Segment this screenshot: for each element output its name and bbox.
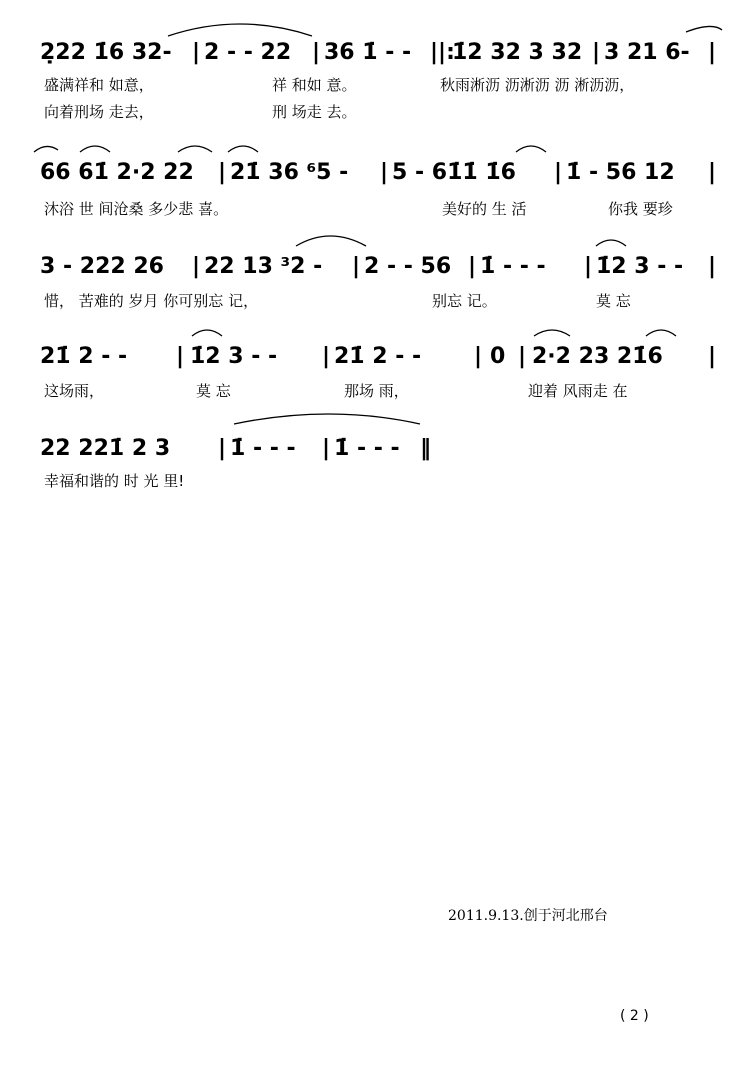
measure-notes: 1̇ - 56 12 <box>566 160 675 185</box>
barline: | <box>176 344 185 369</box>
lyric-line <box>0 101 750 123</box>
barline: | <box>708 160 717 185</box>
lyric-text: 这场雨， <box>44 382 105 400</box>
page-number: ( 2 ) <box>620 1008 649 1024</box>
measure-notes: 2 - - 56 <box>364 254 452 279</box>
measure-notes: 1̇2 3 - - <box>596 254 684 279</box>
lyric-text: 美好的 生 活 <box>442 200 527 218</box>
measure-notes: 3 - 222 26 <box>40 254 164 279</box>
barline: | <box>380 160 389 185</box>
measure-notes: 1̇2 32 3 32 <box>452 40 583 65</box>
barline: | <box>708 344 717 369</box>
measure-notes: 21̇ 2 - - <box>334 344 422 369</box>
lyric-line <box>0 290 750 312</box>
notation-line <box>0 158 750 188</box>
barline: | <box>592 40 601 65</box>
composition-date: 2011.9.13.创于河北邢台 <box>448 908 608 924</box>
lyric-text: 莫 忘 <box>596 292 631 310</box>
measure-notes: 21̇ 2 - - <box>40 344 128 369</box>
lyric-text: 祥 和如 意。 <box>272 76 357 94</box>
measure-notes: 22 13 ³2 - <box>204 254 323 279</box>
lyric-text: 沐浴 世 间沧桑 多少悲 喜。 <box>44 200 229 218</box>
final-barline: ‖ <box>420 436 431 461</box>
measure-notes: 36 1̇ - - <box>324 40 412 65</box>
measure-notes: 5 - 61̇1̇ 1̇6 <box>392 160 516 185</box>
measure-notes: 2·2 23 21̇6 <box>532 344 663 369</box>
measure-notes: 0 <box>490 344 506 369</box>
barline: | <box>468 254 477 279</box>
notation-line <box>0 342 750 372</box>
measure-notes: 22 221̇ 2 3 <box>40 436 171 461</box>
barline: | <box>352 254 361 279</box>
lyric-line <box>0 470 750 492</box>
barline: | <box>322 436 331 461</box>
barline: | <box>584 254 593 279</box>
measure-notes: 1̇2 3 - - <box>190 344 278 369</box>
lyric-text: 向着刑场 走去， <box>44 103 154 121</box>
barline: | <box>708 40 717 65</box>
lyric-text: 迎着 风雨走 在 <box>528 382 628 400</box>
measure-notes: 2̣22 1̇6 32- <box>40 40 172 65</box>
barline: | <box>192 254 201 279</box>
notation-line <box>0 38 750 68</box>
barline: | <box>312 40 321 65</box>
lyric-text: 幸福和谐的 时 光 里! <box>44 472 185 490</box>
barline: | <box>708 254 717 279</box>
lyric-line <box>0 74 750 96</box>
lyric-line <box>0 198 750 220</box>
barline: | <box>554 160 563 185</box>
barline: | <box>474 344 483 369</box>
barline: | <box>518 344 527 369</box>
barline: | <box>192 40 201 65</box>
measure-notes: 1̇ - - - <box>334 436 400 461</box>
measure-notes: 1̇ - - - <box>480 254 546 279</box>
measure-notes: 2 - - 22 <box>204 40 292 65</box>
lyric-text: 你我 要珍 <box>608 200 673 218</box>
lyric-line <box>0 380 750 402</box>
measure-notes: 21̇ 36 ⁶5 - <box>230 160 349 185</box>
lyric-text: 那场 雨， <box>344 382 409 400</box>
notation-line <box>0 252 750 282</box>
notation-line <box>0 434 750 464</box>
lyric-text: 别忘 记。 <box>432 292 497 310</box>
lyric-text: 秋雨淅沥 沥淅沥 沥 淅沥沥， <box>440 76 635 94</box>
repeat-barline: ||: <box>430 40 455 65</box>
lyric-text: 惜， 苦难的 岁月 你可别忘 记， <box>44 292 259 310</box>
lyric-text: 莫 忘 <box>196 382 231 400</box>
measure-notes: 66 61̇ 2·2 22 <box>40 160 194 185</box>
measure-notes: 3 21 6- <box>604 40 690 65</box>
barline: | <box>218 436 227 461</box>
measure-notes: 1̇ - - - <box>230 436 296 461</box>
barline: | <box>322 344 331 369</box>
lyric-text: 刑 场走 去。 <box>272 103 357 121</box>
lyric-text: 盛满祥和 如意， <box>44 76 154 94</box>
barline: | <box>218 160 227 185</box>
